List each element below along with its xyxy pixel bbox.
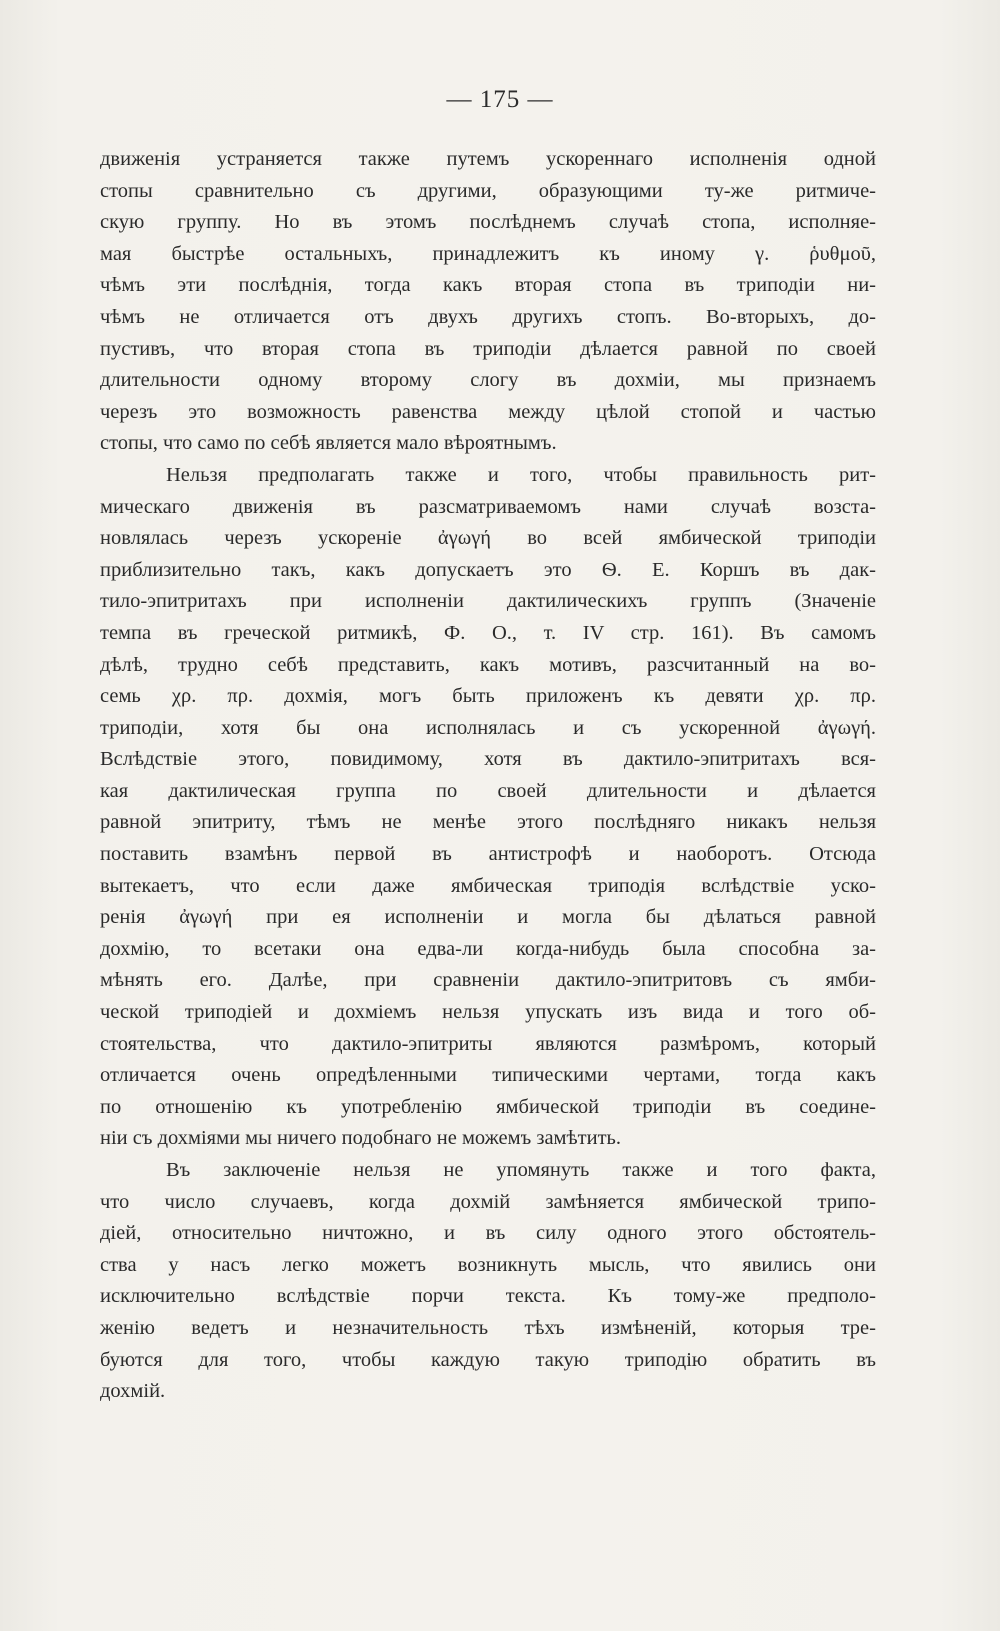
text-line: приблизительно такъ, какъ допускаетъ это Ѳ. Е. Коршъ въ дак-: [100, 558, 876, 581]
text-line: скую группу. Но въ этомъ послѣднемъ случаѣ стопа, исполняе-: [100, 211, 876, 234]
text-line: черезъ это возможность равенства между цѣлой стопой и частью: [100, 400, 876, 423]
text-line: что число случаевъ, когда дохмій замѣняется ямбической трипо-: [100, 1190, 876, 1213]
text-line: отличается очень опредѣленными типическими чертами, тогда какъ: [100, 1064, 876, 1087]
text-line: мическаго движенія въ разсматриваемомъ нами случаѣ возста-: [100, 495, 876, 518]
text-line: ческой триподіей и дохміемъ нельзя упускать изъ вида и того об-: [100, 1001, 876, 1024]
text-line: мая быстрѣе остальныхъ, принадлежитъ къ иному γ. ῥυθμοῦ,: [100, 242, 876, 265]
text-line: стопы сравнительно съ другими, образующими ту-же ритмиче-: [100, 179, 876, 202]
text-line: исключительно вслѣдствіе порчи текста. Къ тому-же предполо-: [100, 1285, 876, 1308]
text-line: ренія ἀγωγή при ея исполненіи и могла бы дѣлаться равной: [100, 906, 876, 929]
text-line: темпа въ греческой ритмикѣ, Ф. О., т. IV стр. 161). Въ самомъ: [100, 621, 876, 644]
text-line: семь χρ. πρ. дохмія, могъ быть приложенъ къ девяти χρ. πρ.: [100, 685, 876, 708]
text-line: по отношенію къ употребленію ямбической триподіи въ соедине-: [100, 1095, 876, 1118]
page-number: — 175 —: [446, 86, 554, 113]
text-line: ніи съ дохміями мы ничего подобнаго не можемъ замѣтить.: [100, 1127, 622, 1150]
text-line: длительности одному второму слогу въ дохміи, мы признаемъ: [100, 369, 876, 392]
text-line: стоятельства, что дактило-эпитриты являются размѣромъ, который: [100, 1032, 876, 1055]
text-line: мѣнять его. Далѣе, при сравненіи дактило-эпитритовъ съ ямби-: [100, 969, 876, 992]
text-line: движенія устраняется также путемъ ускореннаго исполненія одной: [100, 148, 876, 170]
text-line: дохмій.: [100, 1380, 166, 1403]
body-text: [100, 144, 876, 1408]
text-line: буются для того, чтобы каждую такую триподію обратить въ: [100, 1348, 876, 1371]
text-line: чѣмъ эти послѣднія, тогда какъ вторая стопа въ триподіи ни-: [100, 274, 876, 297]
text-line: діей, относительно ничтожно, и въ силу одного этого обстоятель-: [100, 1222, 876, 1245]
text-line: вытекаетъ, что если даже ямбическая триподія вслѣдствіе уско-: [100, 874, 876, 897]
text-line: дѣлѣ, трудно себѣ представить, какъ мотивъ, разсчитанный на во-: [100, 653, 876, 676]
text-line: чѣмъ не отличается отъ двухъ другихъ стопъ. Во-вторыхъ, до-: [100, 305, 876, 328]
text-line: дохмію, то всетаки она едва-ли когда-нибудь была способна за-: [100, 937, 876, 960]
text-line: пустивъ, что вторая стопа въ триподіи дѣлается равной по своей: [100, 337, 876, 360]
text-line: новлялась черезъ ускореніе ἀγωγή во всей ямбической триподіи: [100, 527, 876, 550]
text-line: равной эпитриту, тѣмъ не менѣе этого послѣдняго никакъ нельзя: [100, 811, 876, 834]
text-line: триподіи, хотя бы она исполнялась и съ ускоренной ἀγωγή.: [100, 716, 876, 739]
text-line: тило-эпитритахъ при исполненіи дактилическихъ группъ (Значеніе: [100, 590, 876, 613]
text-line: Нельзя предполагать также и того, чтобы правильность рит-: [166, 463, 876, 486]
text-line: стопы, что само по себѣ является мало вѣроятнымъ.: [100, 432, 557, 455]
text-line: Вслѣдствіе этого, повидимому, хотя въ дактило-эпитритахъ вся-: [100, 748, 876, 771]
text-line: поставить взамѣнъ первой въ антистрофѣ и наоборотъ. Отсюда: [100, 843, 876, 866]
text-line: женію ведетъ и незначительность тѣхъ измѣненій, которыя тре-: [100, 1316, 876, 1339]
text-line: Въ заключеніе нельзя не упомянуть также и того факта,: [166, 1159, 876, 1181]
text-line: кая дактилическая группа по своей длительности и дѣлается: [100, 779, 876, 802]
text-line: ства у насъ легко можетъ возникнуть мысль, что явились они: [100, 1253, 876, 1276]
